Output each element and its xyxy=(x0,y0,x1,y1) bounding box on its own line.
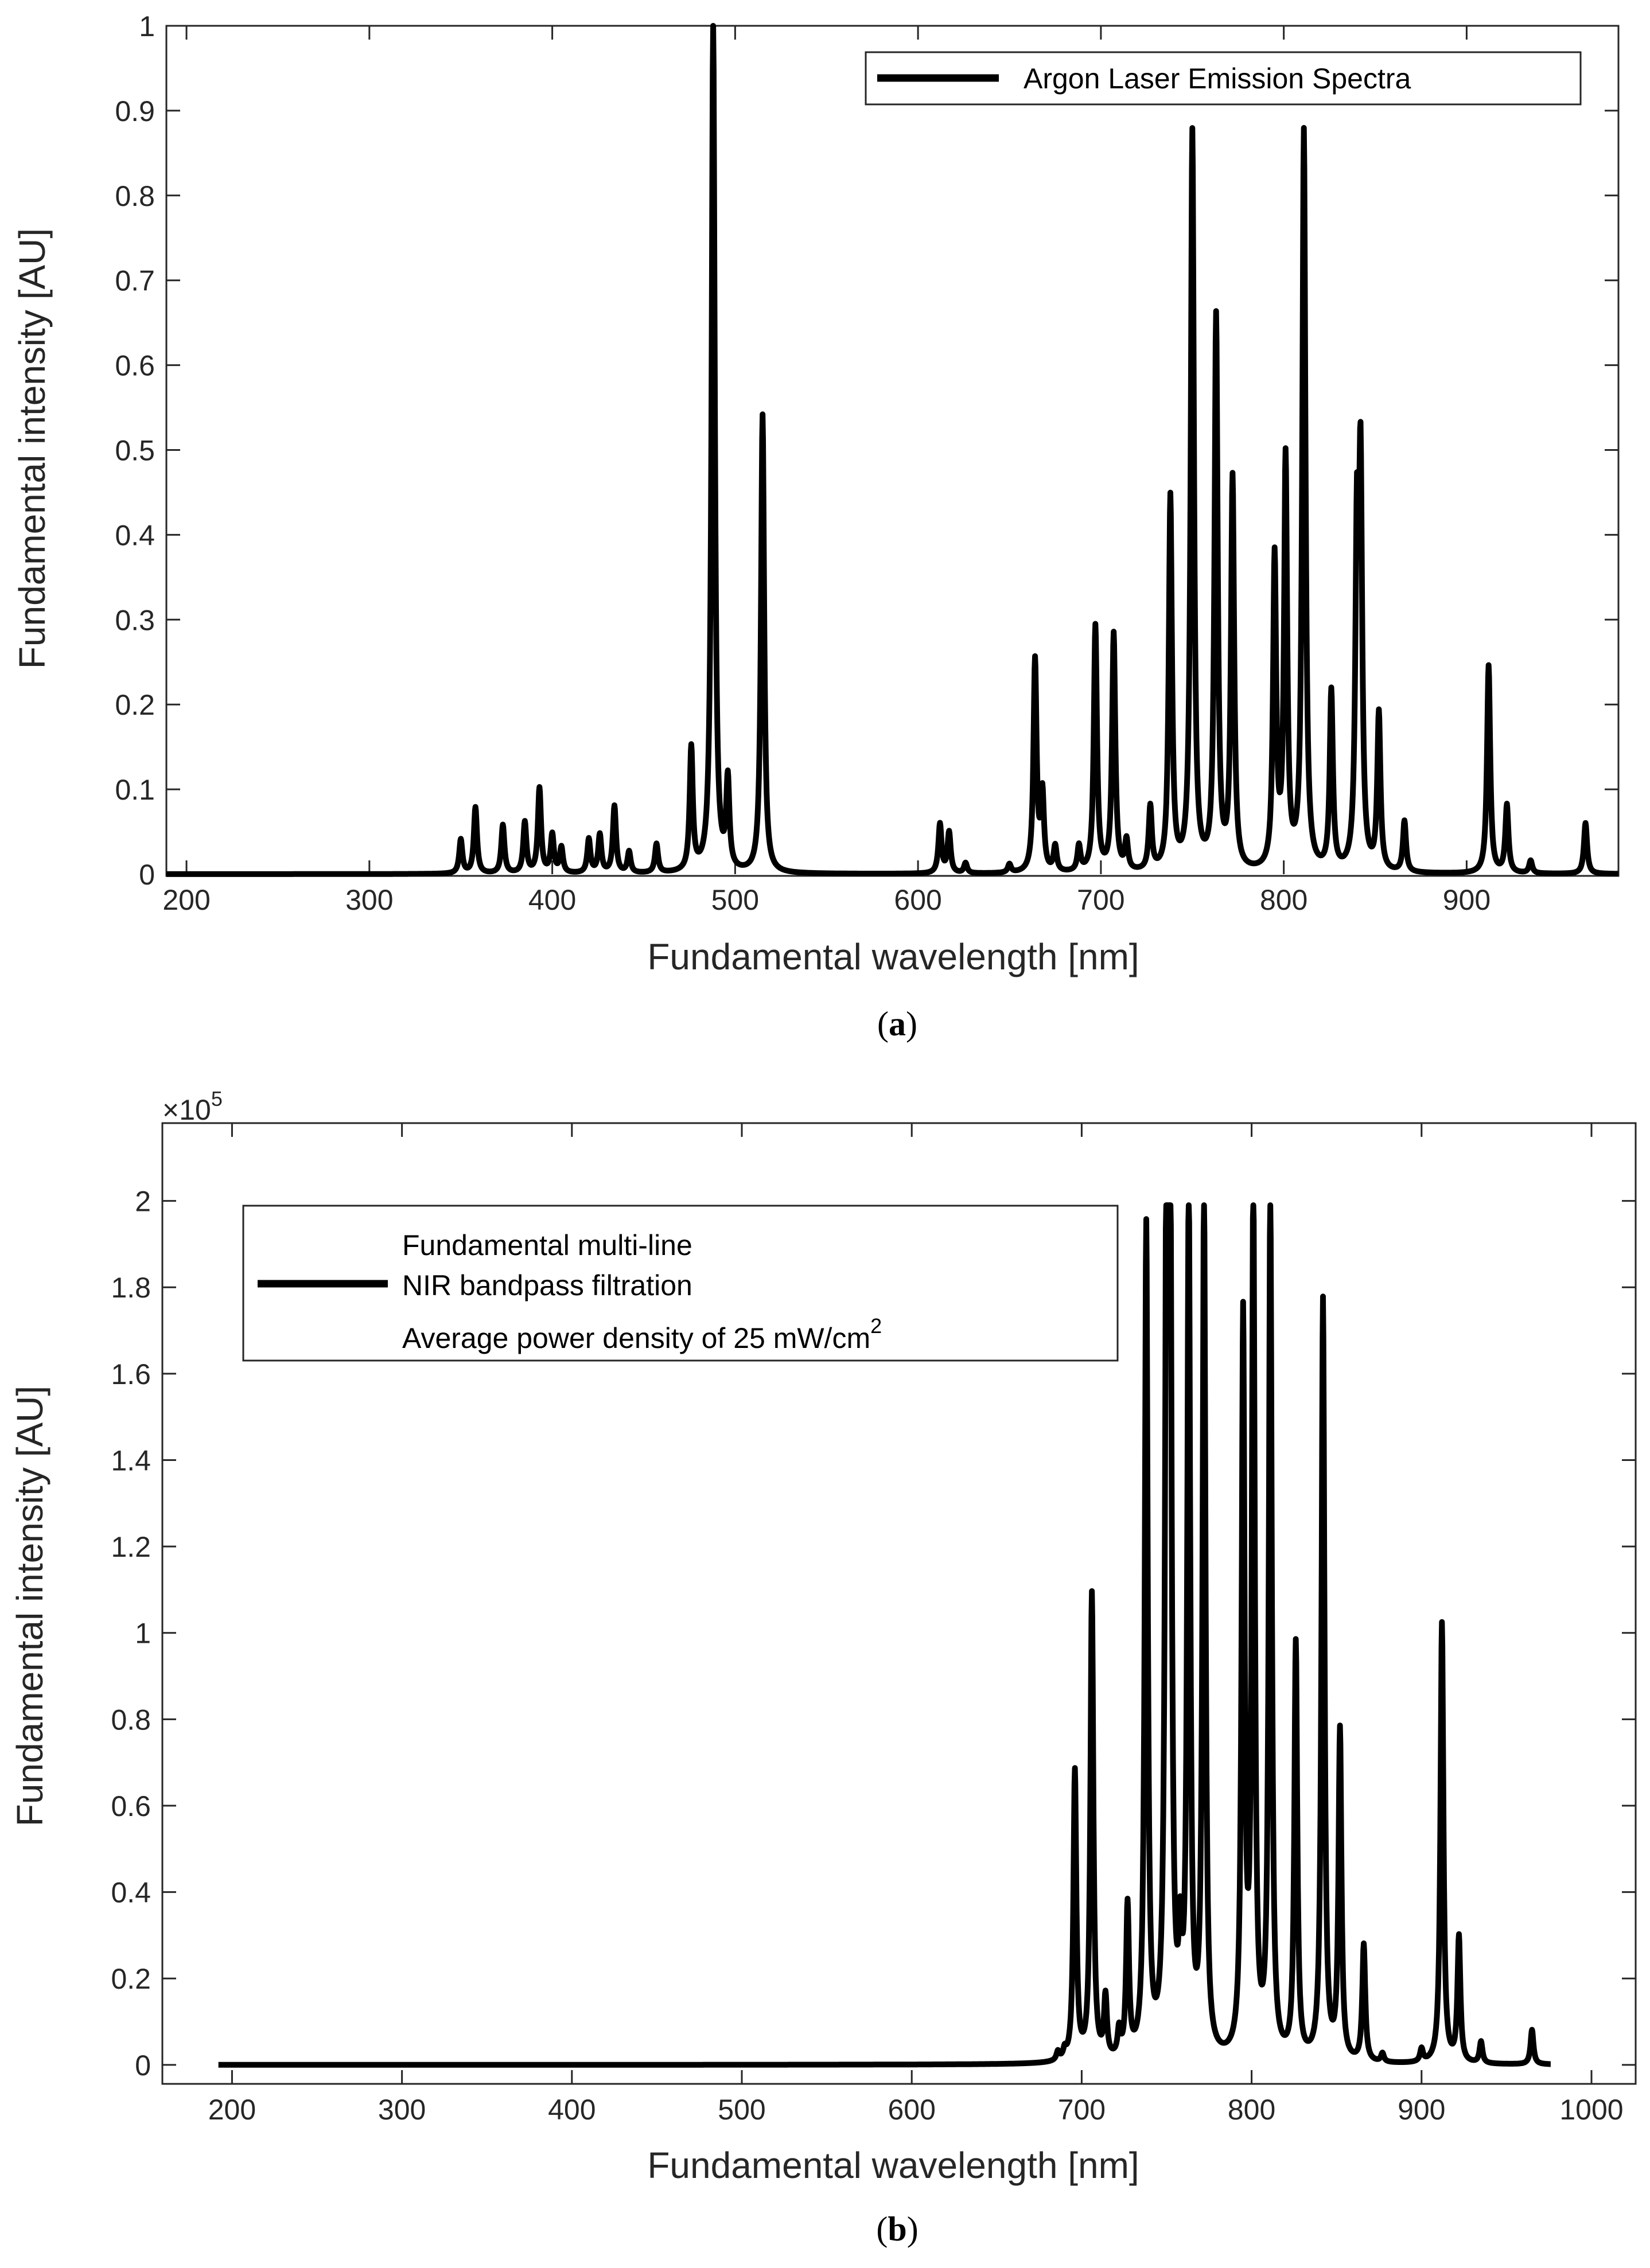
panel-a xyxy=(11,10,1618,1043)
y-axis-label-b: Fundamental intensity [AU] xyxy=(9,1385,50,1827)
y-tick-label: 1.2 xyxy=(111,1531,151,1564)
x-tick-label: 900 xyxy=(1398,2094,1446,2126)
x-tick-label: 200 xyxy=(208,2094,256,2126)
x-tick-label: 900 xyxy=(1442,884,1491,916)
x-tick-label: 400 xyxy=(528,884,577,916)
y-multiplier-text: ×10 xyxy=(162,1094,211,1126)
y-tick-label: 1.4 xyxy=(111,1444,151,1477)
y-tick-label: 0 xyxy=(135,2049,151,2082)
caption-a: (a) xyxy=(877,1005,917,1043)
legend-b-line-2: NIR bandpass filtration xyxy=(402,1269,692,1301)
x-tick-label: 600 xyxy=(894,884,942,916)
y-tick-label: 0.6 xyxy=(115,349,155,382)
caption-b: (b) xyxy=(876,2210,919,2248)
y-tick-label: 0.8 xyxy=(115,180,155,212)
y-tick-label: 0 xyxy=(139,859,155,891)
x-tick-label: 500 xyxy=(711,884,760,916)
series-line-argon xyxy=(166,26,1618,874)
y-tick-label: 1.8 xyxy=(111,1272,151,1304)
y-tick-label: 0.9 xyxy=(115,95,155,127)
y-tick-label: 0.1 xyxy=(115,774,155,806)
y-tick-label: 0.4 xyxy=(111,1876,151,1909)
y-tick-label: 0.8 xyxy=(111,1704,151,1736)
y-axis-label-a: Fundamental intensity [AU] xyxy=(11,228,53,669)
x-tick-label: 600 xyxy=(888,2094,936,2126)
legend-a-label: Argon Laser Emission Spectra xyxy=(1024,63,1411,95)
y-exponent-text: 5 xyxy=(211,1087,223,1110)
caption-a-letter: a xyxy=(889,1005,906,1043)
x-tick-label: 1000 xyxy=(1559,2094,1624,2126)
y-tick-label: 0.7 xyxy=(115,264,155,297)
y-tick-label: 0.5 xyxy=(115,434,155,467)
legend-b-line-3-text: Average power density of 25 mW/cm xyxy=(402,1322,871,1354)
y-tick-label: 0.3 xyxy=(115,604,155,637)
caption-b-letter: b xyxy=(888,2210,907,2248)
x-axis-label-a: Fundamental wavelength [nm] xyxy=(647,936,1139,977)
x-tick-label: 800 xyxy=(1227,2094,1276,2126)
y-tick-label: 2 xyxy=(135,1185,151,1218)
y-tick-label: 0.2 xyxy=(115,689,155,722)
x-tick-label: 300 xyxy=(345,884,394,916)
x-tick-label: 200 xyxy=(162,884,211,916)
y-tick-label: 0.2 xyxy=(111,1963,151,1996)
y-tick-label: 0.6 xyxy=(111,1790,151,1822)
y-tick-label: 0.4 xyxy=(115,519,155,552)
x-tick-label: 700 xyxy=(1057,2094,1106,2126)
x-tick-label: 700 xyxy=(1077,884,1125,916)
y-tick-label: 1.6 xyxy=(111,1358,151,1390)
y-tick-label: 1 xyxy=(135,1617,151,1650)
y-tick-label: 1 xyxy=(139,10,155,42)
axes-box-a xyxy=(166,26,1618,876)
x-tick-label: 300 xyxy=(378,2094,426,2126)
legend-b-superscript: 2 xyxy=(870,1314,882,1338)
x-tick-label: 500 xyxy=(718,2094,766,2126)
x-tick-label: 400 xyxy=(548,2094,596,2126)
panel-b xyxy=(9,1087,1636,2248)
legend-b-line-1: Fundamental multi-line xyxy=(402,1229,692,1261)
y-multiplier-b xyxy=(162,1087,223,1126)
x-tick-label: 800 xyxy=(1259,884,1308,916)
x-axis-label-b: Fundamental wavelength [nm] xyxy=(647,2145,1139,2186)
